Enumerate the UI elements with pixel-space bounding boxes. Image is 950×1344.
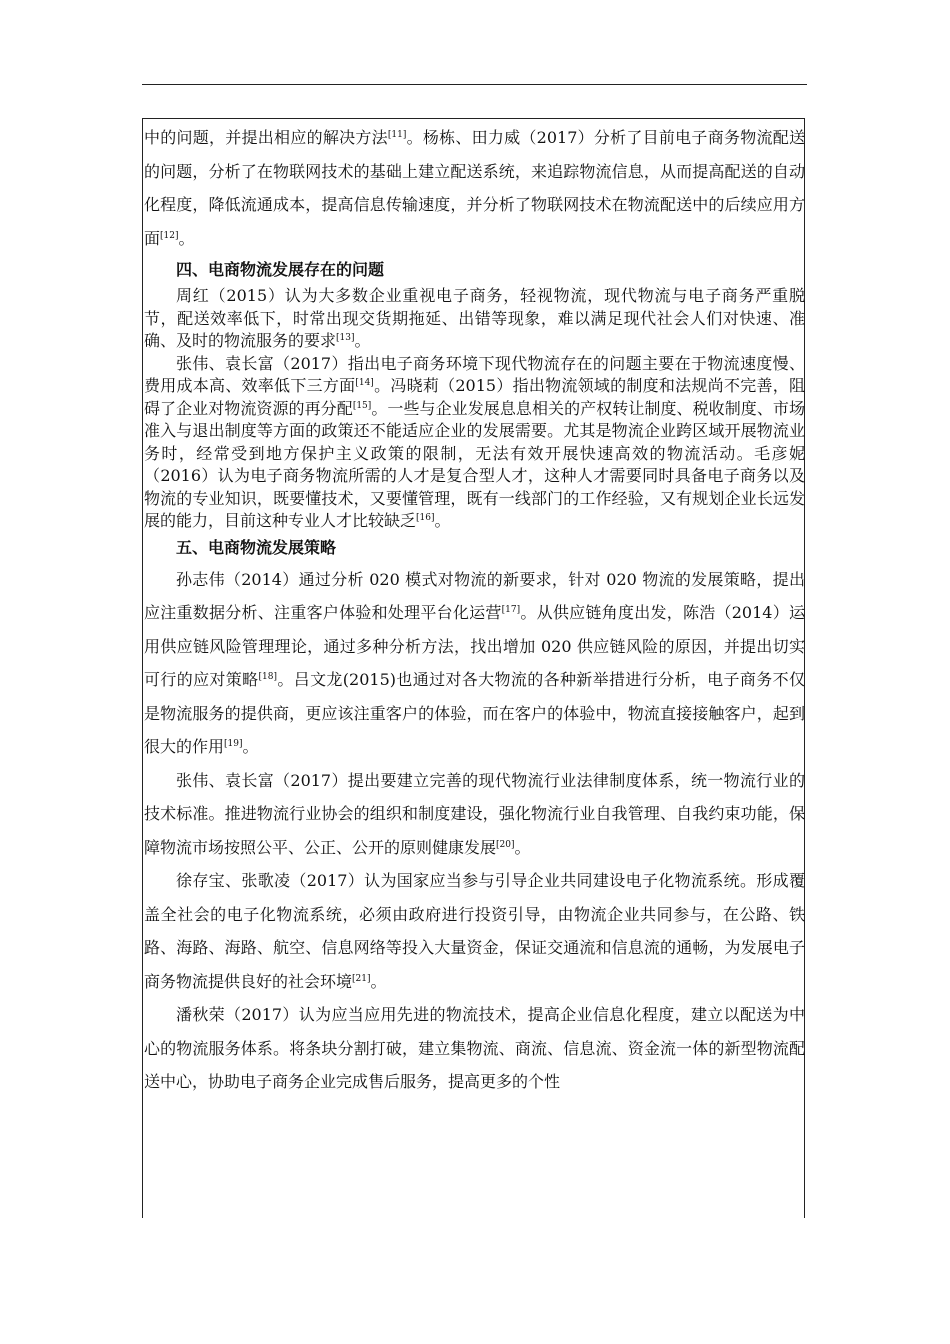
citation-13: [13]: [336, 333, 355, 343]
section-heading-4: 四、电商物流发展存在的问题: [176, 260, 385, 279]
paragraph-1: 中的问题，并提出相应的解决方法[11]。杨栋、田力威（2017）分析了目前电子商务物流配送的问题，分析了在物联网技术的基础上建立配送系统，来追踪物流信息，从而提高配送的自动化程度，降低流通成本，提高信息传输速度，并分析了物联网技术在物流配送中的后续应用方面[12]。: [144, 128, 805, 248]
citation-16: [16]: [416, 513, 435, 523]
citation-15: [15]: [352, 400, 372, 411]
citation-21: [21]: [352, 973, 371, 984]
paragraph-2: 周红（2015）认为大多数企业重视电子商务，轻视物流，现代物流与电子商务严重脱节，配送效率低下，时常出现交货期拖延、出错等现象，难以满足现代社会人们对快速、准确、及时的物流服务的要求[13]。: [144, 286, 805, 350]
paragraph-7: 潘秋荣（2017）认为应当应用先进的物流技术，提高企业信息化程度，建立以配送为中心的物流服务体系。将条块分割打破，建立集物流、商流、信息流、资金流一体的新型物流配送中心，协助电子商务企业完成售后服务，提高更多的个性: [144, 1005, 805, 1091]
paragraph-3: 张伟、袁长富（2017）指出电子商务环境下现代物流存在的问题主要在于物流速度慢、费用成本高、效率低下三方面[14]。冯晓莉（2015）指出物流领域的制度和法规尚不完善，阻碍了企业对物流资源的再分配[15]。一些与企业发展息息相关的产权转让制度、税收制度、市场准入与退出制度等方面的政策还不能适应企业的发展需要。尤其是物流企业跨区域开展物流业务时，经常受到地方保护主义政策的限制，无法有效开展快速高效的物流活动。毛彦妮（2016）认为电子商务物流所需的人才是复合型人才，这种人才需要同时具备电子商务以及物流的专业知识，既要懂技术，又要懂管理，既有一线部门的工作经验，又有规划企业长远发展的能力，目前这种专业人才比较缺乏[16]。: [144, 353, 805, 530]
citation-20: [20]: [496, 839, 515, 850]
paragraph-6: 徐存宝、张歌凌（2017）认为国家应当参与引导企业共同建设电子化物流系统。形成覆盖全社会的电子化物流系统，必须由政府进行投资引导，由物流企业共同参与，在公路、铁路、海路、海路、航空、信息网络等投入大量资金，保证交通流和信息流的通畅，为发展电子商务物流提供良好的社会环境[21]。: [144, 871, 805, 991]
citation-11: [11]: [387, 130, 407, 140]
header-rule: [142, 84, 807, 85]
citation-17: [17]: [501, 605, 521, 615]
citation-18: [18]: [258, 672, 277, 682]
citation-14: [14]: [355, 378, 374, 388]
paragraph-5: 张伟、袁长富（2017）提出要建立完善的现代物流行业法律制度体系，统一物流行业的技术标准。推进物流行业协会的组织和制度建设，强化物流行业自我管理、自我约束功能，保障物流市场按照公平、公正、公开的原则健康发展[20]。: [144, 770, 805, 857]
page-body: [144, 121, 805, 1099]
citation-19: [19]: [224, 739, 243, 749]
section-heading-5: 五、电商物流发展策略: [176, 537, 337, 557]
citation-12: [12]: [160, 230, 179, 241]
paragraph-4: 孙志伟（2014）通过分析 020 模式对物流的新要求，针对 020 物流的发展策略，提出应注重数据分析、注重客户体验和处理平台化运营[17]。从供应链角度出发，陈浩（2014）运用供应链风险管理理论，通过多种分析方法，找出增加 020 供应链风险的原因，并提出切实可行的应对策略[18]。吕文龙(2015)也通过对各大物流的各种新举措进行分析，电子商务不仅是物流服务的提供商，更应该注重客户的体验，而在客户的体验中，物流直接接触客户，起到很大的作用[19]。: [144, 569, 805, 756]
